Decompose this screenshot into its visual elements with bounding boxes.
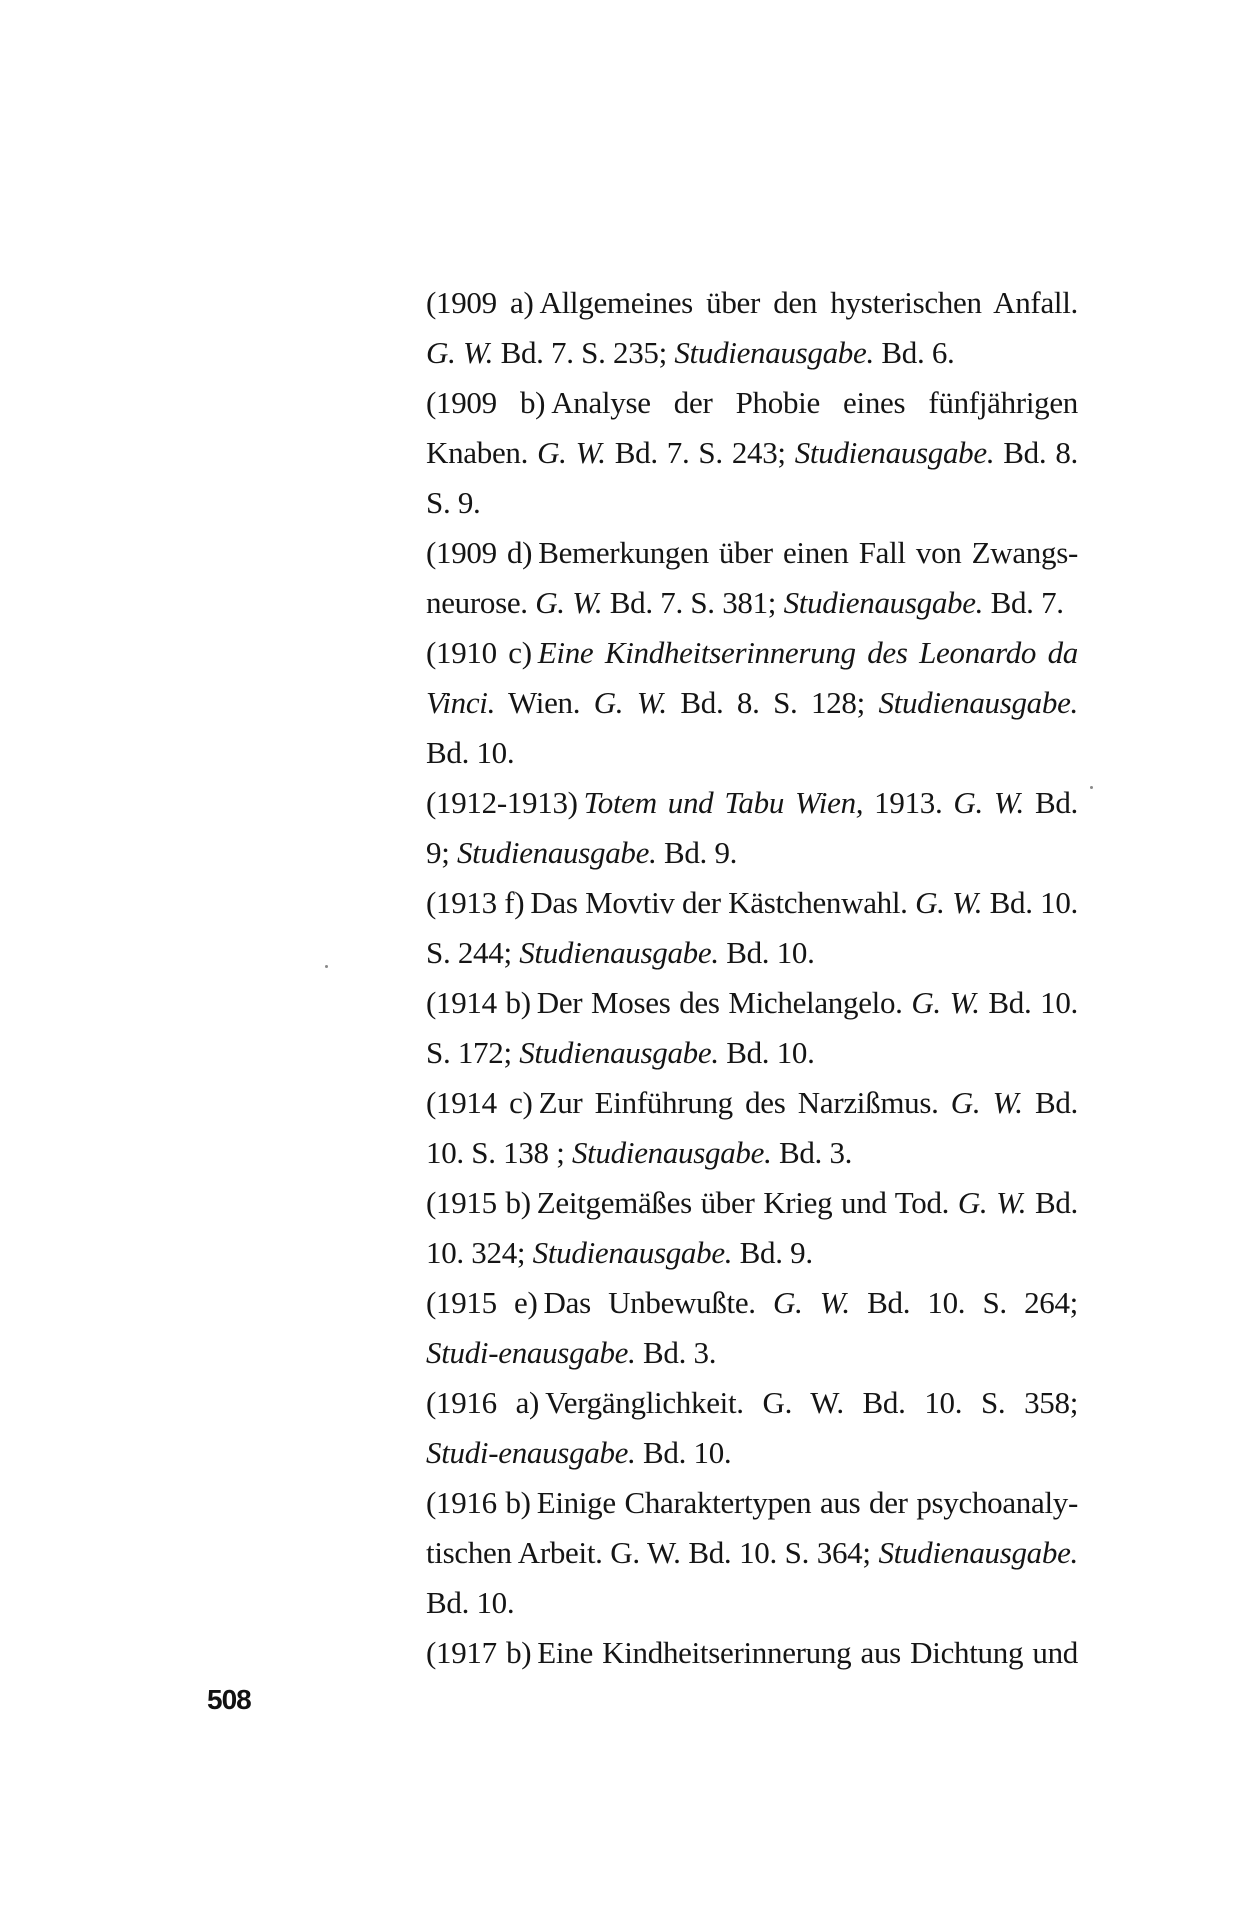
bibliography-entry (426, 1278, 1078, 1378)
entry-text: Bd. 3. (635, 1335, 717, 1370)
entry-text: Bd. 7. S. 235; (493, 335, 675, 370)
entry-text: Zur Einführung des Narzißmus. (538, 1085, 951, 1120)
entry-text: Bemerkungen über einen Fall von Zwangs-neurose. (426, 535, 1078, 620)
entry-text: Zeitgemäßes über Krieg und Tod. (536, 1185, 958, 1220)
entry-text: Bd. 9. (732, 1235, 813, 1270)
entry-year: (1909 a) (426, 285, 534, 320)
bibliography-entry (426, 378, 1078, 528)
entry-text: G. W. (593, 685, 667, 720)
entry-text: Vergänglichkeit. G. W. Bd. 10. S. 358; (545, 1385, 1079, 1420)
entry-text: Eine Kindheitserinnerung des Leonardo da Vinci. (426, 635, 1078, 720)
entry-text: Einige Charaktertypen aus der psychoanaly-tischen Arbeit. G. W. Bd. 10. S. 364; (426, 1485, 1079, 1570)
entry-year: (1916 a) (426, 1385, 540, 1420)
bibliography-entry (426, 278, 1078, 378)
entry-text: Bd. 8. S. 128; (666, 685, 879, 720)
entry-text: 1913. (863, 785, 954, 820)
entry-year: (1915 b) (426, 1185, 531, 1220)
entry-text: Studi-enausgabe. (426, 1335, 636, 1370)
entry-text: Studienausgabe. (878, 685, 1078, 720)
entry-text: Bd. 10. (718, 1035, 815, 1070)
entry-text: Bd. 10. S. 264; (849, 1285, 1078, 1320)
entry-text: G. W. (953, 785, 1024, 820)
entry-text: Bd. 10. 324; (426, 1185, 1079, 1270)
entry-text: Das Movtiv der Kästchenwahl. (530, 885, 916, 920)
entry-year: (1912-1913) (426, 785, 578, 820)
entry-text: Studienausgabe. (519, 1035, 719, 1070)
entry-text: Bd. 7. (983, 585, 1064, 620)
bibliography-list (426, 278, 1078, 1678)
entry-text: G. W. (535, 585, 603, 620)
bibliography-entry (426, 628, 1078, 778)
entry-text: Bd. 10. (426, 1585, 515, 1620)
entry-text: Der Moses des Michelangelo. (536, 985, 912, 1020)
entry-text: Studienausgabe. (783, 585, 984, 620)
entry-text: Studienausgabe. (674, 335, 874, 370)
entry-text: Studienausgabe. (519, 935, 719, 970)
entry-text: Bd. 10. (635, 1435, 732, 1470)
entry-text: Bd. 6. (873, 335, 955, 370)
entry-year: (1917 b) (426, 1635, 532, 1670)
entry-text: Eine Kindheitserinnerung aus Dichtung und (537, 1635, 1079, 1670)
entry-text: Bd. 9. (656, 835, 738, 870)
scan-speck (1090, 786, 1093, 789)
entry-text: G. W. (950, 1085, 1023, 1120)
entry-text: G. W. (915, 885, 983, 920)
entry-text: Bd. 3. (771, 1135, 853, 1170)
bibliography-entry (426, 528, 1078, 628)
entry-text: Bd. 7. S. 381; (602, 585, 784, 620)
entry-text: Analyse der Phobie eines fünfjährigen Knaben. (426, 385, 1078, 470)
entry-text: G. W. (911, 985, 980, 1020)
entry-text: Studienausgabe. (571, 1135, 772, 1170)
bibliography-entry (426, 1178, 1078, 1278)
entry-year: (1909 d) (426, 535, 533, 570)
entry-year: (1915 e) (426, 1285, 538, 1320)
entry-text: G. W. (537, 435, 606, 470)
entry-year: (1913 f) (426, 885, 525, 920)
entry-text: Studienausgabe. (532, 1235, 733, 1270)
entry-year: (1916 b) (426, 1485, 531, 1520)
entry-text: Das Unbewußte. (543, 1285, 773, 1320)
entry-text: Bd. 10. S. 172; (426, 985, 1078, 1070)
bibliography-entry (426, 1078, 1078, 1178)
entry-text: G. W. (772, 1285, 850, 1320)
entry-text: Bd. 9; (426, 785, 1078, 870)
entry-text: Bd. 10. S. 244; (426, 885, 1078, 970)
entry-text: G. W. (957, 1185, 1027, 1220)
entry-text: Allgemeines über den hysterischen Anfall. (539, 285, 1078, 320)
bibliography-entry (426, 778, 1078, 878)
entry-text: Bd. 10. (426, 735, 515, 770)
bibliography-entry (426, 1378, 1078, 1478)
entry-text: Bd. 10. (718, 935, 815, 970)
entry-text: Studienausgabe. (878, 1535, 1078, 1570)
entry-text: Wien. (495, 685, 594, 720)
entry-text: Totem und Tabu Wien, (583, 785, 864, 820)
entry-year: (1910 c) (426, 635, 532, 670)
entry-text: Bd. 10. S. 138 ; (426, 1085, 1078, 1170)
bibliography-entry (426, 1628, 1078, 1678)
entry-text: Studi-enausgabe. (426, 1435, 636, 1470)
page-number: 508 (207, 1684, 251, 1715)
bibliography-entry (426, 878, 1078, 978)
entry-text: G. W. (426, 335, 494, 370)
entry-year: (1909 b) (426, 385, 546, 420)
entry-text: Bd. 7. S. 243; (605, 435, 795, 470)
entry-text: Studienausgabe. (794, 435, 995, 470)
entry-text: Bd. 8. S. 9. (426, 435, 1078, 520)
bibliography-entry (426, 978, 1078, 1078)
entry-text: Studienausgabe. (456, 835, 657, 870)
scan-speck (325, 965, 328, 968)
entry-year: (1914 c) (426, 1085, 533, 1120)
entry-year: (1914 b) (426, 985, 531, 1020)
bibliography-entry (426, 1478, 1078, 1628)
